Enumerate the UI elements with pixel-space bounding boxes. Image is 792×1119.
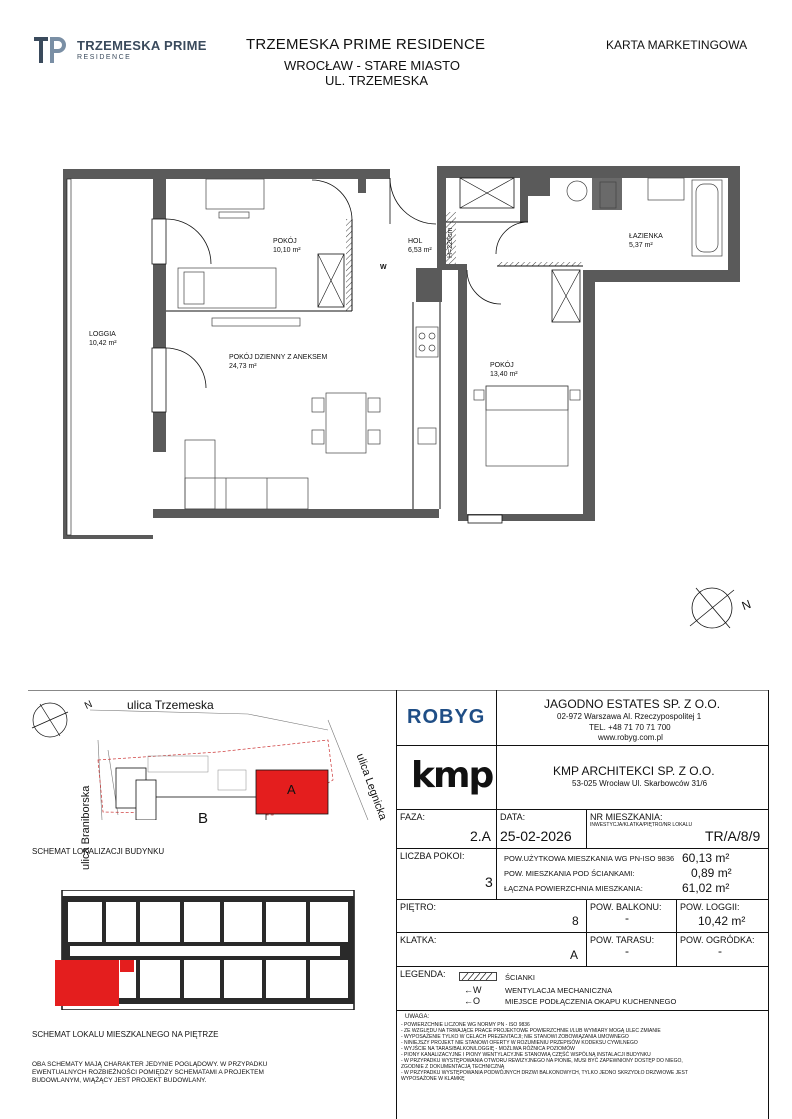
loggia-value: 10,42 m² bbox=[698, 914, 746, 928]
developer-address: 02-972 Warszawa Al. Rzeczypospolitej 1 bbox=[557, 712, 702, 721]
compass-small-icon bbox=[32, 703, 68, 737]
legend-title: LEGENDA: bbox=[400, 969, 446, 979]
room-label-hol: HOL 6,53 m² bbox=[408, 238, 432, 254]
developer-web: www.robyg.com.pl bbox=[598, 733, 663, 742]
architect-name: KMP ARCHITEKCI SP. Z O.O. bbox=[553, 764, 715, 778]
balkon-label: POW. BALKONU: bbox=[590, 902, 662, 912]
hatch-icon bbox=[459, 972, 497, 981]
room-label-loggia: LOGGIA 10,42 m² bbox=[89, 331, 117, 347]
taras-value: - bbox=[625, 944, 629, 958]
city-line: WROCŁAW - STARE MIASTO bbox=[284, 58, 460, 73]
pokoje-label: LICZBA POKOI: bbox=[400, 851, 465, 861]
room-label-lazienka: ŁAZIENKA 5,37 m² bbox=[629, 233, 663, 249]
klatka-label: KLATKA: bbox=[400, 935, 437, 945]
loggia-label: POW. LOGGII: bbox=[680, 902, 740, 912]
pu-label: POW.UŻYTKOWA MIESZKANIA WG PN-ISO 9836 bbox=[504, 854, 675, 863]
brand-name: TRZEMESKA PRIME bbox=[77, 38, 207, 53]
room-label-pokoj-1: POKÓJ 10,10 m² bbox=[273, 238, 301, 254]
building-b-label: B bbox=[198, 810, 209, 827]
room-label-pokoj-dzienny: POKÓJ DZIENNY Z ANEKSEM 24,73 m² bbox=[229, 354, 328, 370]
pl-label: ŁĄCZNA POWIERZCHNIA MIESZKANIA: bbox=[504, 884, 643, 893]
legend-w-icon: ←W bbox=[464, 985, 482, 995]
kmp-logo: kmp bbox=[411, 755, 493, 796]
pietro-value: 8 bbox=[572, 914, 579, 928]
street-braniborska: ulica Braniborska bbox=[80, 785, 92, 870]
building-a-label: A bbox=[287, 782, 296, 797]
height-note: H=226cm bbox=[447, 227, 454, 258]
brand-sub: RESIDENCE bbox=[77, 54, 132, 61]
faza-value: 2.A bbox=[470, 828, 492, 844]
nr-value: TR/A/8/9 bbox=[705, 828, 761, 844]
notes-list bbox=[401, 1022, 701, 1082]
note-line: - NINIEJSZY PROJEKT NIE STANOWI OFERTY W ROZUMIENIU PRZEPISÓW KODEKSU CYWILNEGO bbox=[401, 1040, 638, 1046]
project-title: TRZEMESKA PRIME RESIDENCE bbox=[246, 36, 486, 53]
note-line: - W PRZYPADKU WYSTĘPOWANIA PODWÓJNYCH DRZWI BALKONOWYCH, TYLKO JEDNO SKRZYDŁO DRZWIOWE JEST WYPOSAŻONE W KLAMKĘ bbox=[401, 1070, 688, 1082]
ogrodek-value: - bbox=[718, 944, 722, 958]
pl-value: 61,02 m² bbox=[682, 881, 730, 895]
card-type: KARTA MARKETINGOWA bbox=[606, 38, 748, 52]
pokoje-value: 3 bbox=[485, 874, 493, 890]
street-trzemeska: ulica Trzemeska bbox=[127, 698, 214, 712]
data-value: 25-02-2026 bbox=[500, 828, 572, 844]
developer-tel: TEL. +48 71 70 71 700 bbox=[589, 723, 671, 732]
note-line: - WYPOSAŻENIE TYLKO W CELACH PREZENTACJI; NIE STANOWI ZOBOWIĄZANIA UMOWNEGO bbox=[401, 1034, 629, 1040]
architect-address: 53-025 Wrocław Ul. Skarbowców 31/6 bbox=[572, 779, 708, 788]
nr-label: NR MIESZKANIA: bbox=[590, 812, 663, 822]
developer-name: JAGODNO ESTATES SP. Z O.O. bbox=[544, 697, 721, 711]
note-line: - W PRZYPADKU WYSTĘPOWANIA OTWORU REWIZYJNEGO NA PIONIE, MUSI BYĆ ZAPEWNIONY DOSTĘP DO NIEGO, ZGODNIE Z DOKUMENTACJĄ TECHNICZNĄ bbox=[401, 1058, 683, 1070]
floor-scheme bbox=[50, 890, 370, 1010]
klatka-value: A bbox=[570, 948, 579, 962]
legend-item-o: MIEJSCE PODŁĄCZENIA OKAPU KUCHENNEGO bbox=[505, 997, 677, 1006]
room-label-pokoj-2: POKÓJ 13,40 m² bbox=[490, 362, 518, 378]
note-line: - WYJŚCIE NA TARAS/BALKON/LOGGIĘ - MOŻLIWA RÓŻNICA POZIOMÓW bbox=[401, 1046, 575, 1052]
taras-label: POW. TARASU: bbox=[590, 935, 655, 945]
data-label: DATA: bbox=[500, 812, 526, 822]
notes-title: UWAGA: bbox=[405, 1014, 430, 1020]
legend-o-icon: ←O bbox=[464, 996, 481, 1006]
street-line: UL. TRZEMESKA bbox=[325, 73, 429, 88]
legend-item-hatch: ŚCIANKI bbox=[505, 973, 536, 982]
ogrodek-label: POW. OGRÓDKA: bbox=[680, 935, 755, 945]
faza-label: FAZA: bbox=[400, 812, 426, 822]
note-line: - POWIERZCHNIE LICZONE WG NORMY PN - ISO 9836 bbox=[401, 1022, 530, 1028]
street-legnicka: ulica Legnicka bbox=[353, 752, 389, 822]
north-label: N bbox=[739, 596, 753, 614]
legend-item-w: WENTYLACJA MECHANICZNA bbox=[505, 986, 613, 995]
ps-value: 0,89 m² bbox=[691, 866, 732, 880]
location-caption: SCHEMAT LOKALIZACJI BUDYNKU bbox=[32, 847, 165, 856]
note-line: - ZE WZGLĘDU NA TRWAJĄCE PRACE PROJEKTOWE POWIERZCHNIE I/LUB WYMIARY MOGĄ ULEC ZMIANIE bbox=[401, 1028, 661, 1034]
nr-sub: INWESTYCJA/KLATKA/PIĘTRO/NR LOKALU bbox=[590, 822, 693, 828]
pietro-label: PIĘTRO: bbox=[400, 902, 437, 912]
disclaimer: OBA SCHEMATY MAJĄ CHARAKTER JEDYNIE POGLĄDOWY. W PRZYPADKU EWENTUALNYCH ROZBIEŻNOŚCI POMIĘDZY SCHEMATAMI A PROJEKTEM BUDOWLANYM, WIĄŻĄCY JEST PROJEKT BUDOWLANY. bbox=[32, 1061, 268, 1084]
balkon-value: - bbox=[625, 911, 629, 925]
ps-label: POW. MIESZKANIA POD ŚCIANKAMI: bbox=[504, 869, 635, 878]
note-line: - PIONY KANALIZACYJNE I PIONY WENTYLACYJNE STANOWIĄ CZĘŚĆ WSPÓLNĄ INSTALACJI BUDYNKU bbox=[401, 1052, 651, 1058]
robyg-logo: ROBYG bbox=[407, 706, 486, 728]
north-small-label: N bbox=[83, 698, 95, 713]
pu-value: 60,13 m² bbox=[682, 851, 730, 865]
floor-scheme-caption: SCHEMAT LOKALU MIESZKALNEGO NA PIĘTRZE bbox=[32, 1030, 219, 1039]
compass-icon bbox=[690, 588, 734, 628]
w-marker: W bbox=[380, 264, 387, 271]
